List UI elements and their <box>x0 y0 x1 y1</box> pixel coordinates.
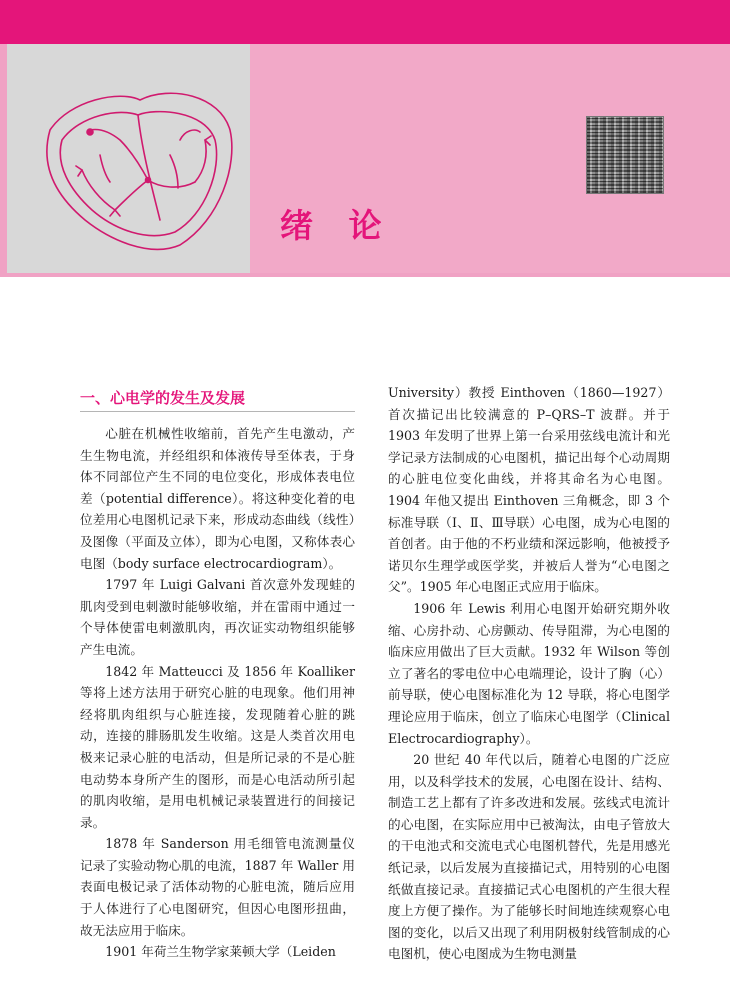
qr-code-icon[interactable] <box>586 116 664 194</box>
paragraph-1940s: 20 世纪 40 年代以后，随着心电图的广泛应用，以及科学技术的发展，心电图在设计、结构、制造工艺上都有了许多改进和发展。弦线式电流计的心电图，在实际应用中已被淘汰，由电子管放大的干电池式和交流电式心电图机替代，先是用感光纸记录，以后发展为直接描记式，用特别的心电图纸做直接记录。直接描记式心电图机的产生很大程度上方便了操作。为了能够长时间地连续观察心电图的变化，以后又出现了利用阴极射线管制成的心电图机，使心电图成为生物电测量 <box>388 752 670 962</box>
heart-conduction-icon <box>30 70 240 260</box>
left-column <box>80 387 355 963</box>
section-heading: 一、心电学的发生及发展 <box>80 387 355 412</box>
paragraph-galvani: 1797 年 Luigi Galvani 首次意外发现蛙的肌肉受到电刺激时能够收缩，并在雷雨中通过一个导体使雷电刺激肌肉，再次证实动物组织能够产生电流。 <box>80 577 355 657</box>
paragraph-matteucci: 1842 年 Matteucci 及 1856 年 Koalliker 等将上述方法用于研究心脏的电现象。他们用神经将肌肉组织与心脏连接，发现随着心脏的跳动，连接的腓肠肌发生收缩。这是人类首次用电极来记录心脏的电活动，但是所记录的不是心脏电动势本身所产生的图形，而是心电活动所引起的肌肉收缩，是用电机械记录装置进行的间接记录。 <box>80 663 355 830</box>
paragraph-lewis: 1906 年 Lewis 利用心电图开始研究期外收缩、心房扑动、心房颤动、传导阻滞，为心电图的临床应用做出了巨大贡献。1932 年 Wilson 等创立了著名的零电位中心电端理论，设计了胸（心）前导联，使心电图标准化为 12 导联，将心电图学理论应用于临床，创立了临床心电图学（Clinical Electrocardiography）。 <box>388 600 670 746</box>
qr-code-pattern <box>587 117 663 193</box>
paragraph-sanderson: 1878 年 Sanderson 用毛细管电流测量仪记录了实验动物心肌的电流，1887 年 Waller 用表面电极记录了活体动物的心脏电流，随后应用于人体进行了心电图研究，但因心电图形扭曲，故无法应用于临床。 <box>80 836 355 938</box>
paragraph-intro: 心脏在机械性收缩前，首先产生电激动，产生生物电流，并经组织和体液传导至体表，于身体不同部位产生不同的电位变化，形成体表电位差（potential difference）。将这种变化着的电位差用心电图机记录下来，形成动态曲线（线性）及图像（平面及立体），即为心电图，又称体表心电图（body surface electrocardiogram）。 <box>80 426 355 571</box>
right-column <box>388 382 670 965</box>
top-color-band <box>0 0 730 44</box>
paragraph-einthoven-start: 1901 年荷兰生物学家莱顿大学（Leiden <box>105 944 336 960</box>
paragraph-einthoven-continued: University）教授 Einthoven（1860—1927）首次描记出比较满意的 P–QRS–T 波群。并于 1903 年发明了世界上第一台采用弦线电流计和光学记录方法制成的心电图机，描记出每个心动周期的心脏电位变化曲线，并将其命名为心电图。1904 年他又提出 Einthoven 三角概念，即 3 个标准导联（Ⅰ、Ⅱ、Ⅲ导联）心电图，成为心电图的首创者。由于他的不朽业绩和深远影响，他被授予诺贝尔生理学或医学奖，并被后人誉为“心电图之父”。1905 年心电图正式应用于临床。 <box>388 385 670 595</box>
chapter-title: 绪 论 <box>280 206 394 245</box>
